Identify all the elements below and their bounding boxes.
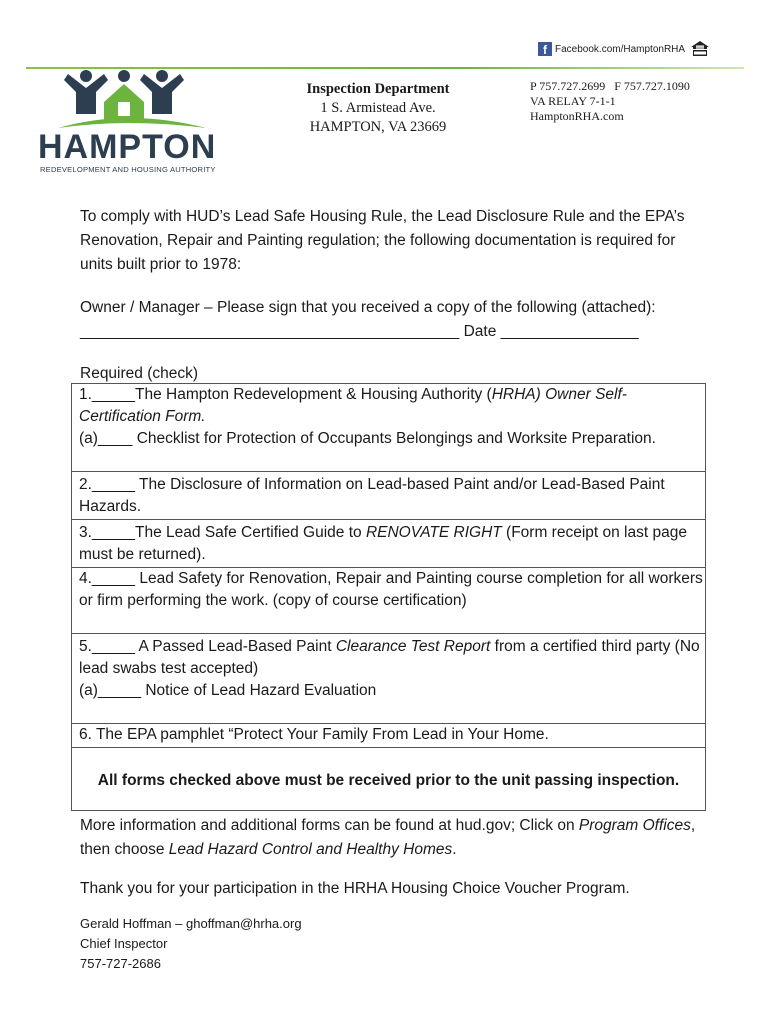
signer-block [80,914,302,974]
fax: F 757.727.1090 [614,79,690,93]
checklist-row-4[interactable]: 4._____ Lead Safety for Renovation, Repair and Painting course completion for all workers or firm performing the work. (copy of course certification) [72,568,705,634]
contact-info [530,79,690,124]
checklist-row-5[interactable]: 5._____ A Passed Lead-Based Paint Clearance Test Report from a certified third party (No lead swabs test accepted) (a)_____ Notice of Lead Hazard Evaluation [72,634,705,724]
header-rule [26,67,744,69]
checklist-notice: All forms checked above must be received prior to the unit passing inspection. [97,772,680,789]
signer-phone: 757-727-2686 [80,956,161,971]
address-line-2: HAMPTON, VA 23669 [309,119,447,135]
more-info-paragraph: More information and additional forms can be found at hud.gov; Click on Program Offices, then choose Lead Hazard Control and Healthy Homes. [80,817,696,858]
facebook-text: Facebook.com/HamptonRHA [555,43,686,55]
checklist-row-2[interactable]: 2._____ The Disclosure of Information on Lead-based Paint and/or Lead-Based Paint Hazards. [72,472,705,520]
signer-name: Gerald Hoffman – ghoffman@hrha.org [80,916,302,931]
signature-row [80,320,700,344]
department-title: Inspection Department [306,81,450,97]
checklist-row-6[interactable]: 6. The EPA pamphlet “Protect Your Family From Lead in Your Home. [72,724,705,748]
facebook-link[interactable] [538,42,685,56]
relay: VA RELAY 7-1-1 [530,94,616,108]
required-heading: Required (check) [80,365,199,382]
equal-housing-icon [690,39,710,59]
website-link[interactable]: HamptonRHA.com [530,109,624,123]
owner-instruction: Owner / Manager – Please sign that you received a copy of the following (attached): [80,299,656,316]
checklist-table [71,383,706,811]
date-line[interactable]: ________________ [500,323,639,340]
intro-paragraph: To comply with HUD’s Lead Safe Housing Rule, the Lead Disclosure Rule and the EPA’s Renovation, Repair and Painting regulation; the following documentation is required for units built prior to 1978: [80,208,685,273]
date-label: Date [463,323,497,340]
logo-wordmark: HAMPTON [38,128,217,166]
checklist-row-3[interactable]: 3._____The Lead Safe Certified Guide to RENOVATE RIGHT (Form receipt on last page must be returned). [72,520,705,568]
checklist-row-1[interactable]: 1._____The Hampton Redevelopment & Housing Authority (HRHA) Owner Self-Certification Form. (a)____ Checklist for Protection of Occupants Belongings and Worksite Preparation. [72,384,705,472]
logo-subtitle: REDEVELOPMENT AND HOUSING AUTHORITY [40,165,216,174]
thanks-paragraph: Thank you for your participation in the HRHA Housing Choice Voucher Program. [80,880,630,897]
department-address [296,80,460,137]
signature-line[interactable]: ____________________________________________ [80,323,460,340]
facebook-icon: f [538,42,552,56]
address-line-1: 1 S. Armistead Ave. [320,100,436,116]
signer-title: Chief Inspector [80,936,168,951]
phone: P 757.727.2699 [530,79,606,93]
